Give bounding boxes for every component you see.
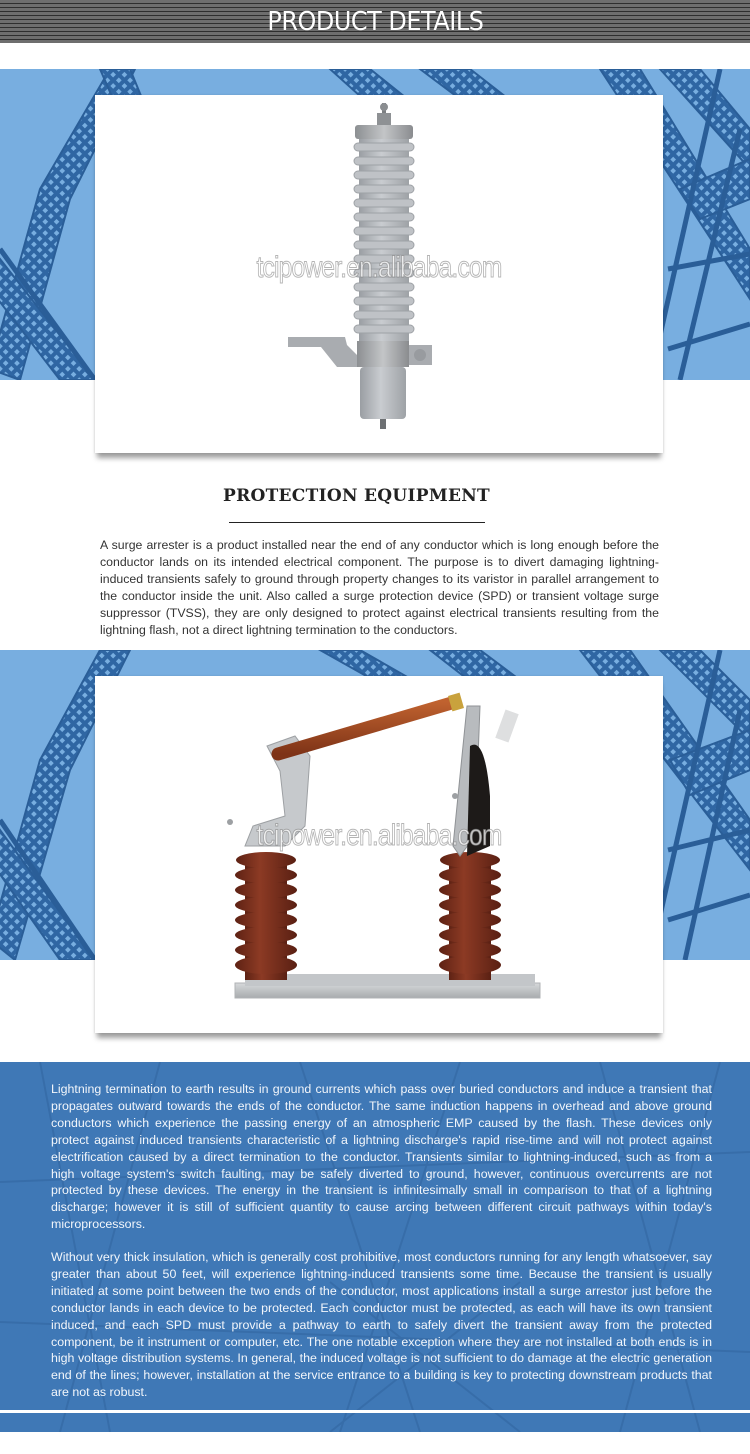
product-image-surge-arrester — [95, 95, 663, 453]
product-image-fuse-cutout — [95, 676, 663, 1033]
info-paragraph-2: Without very thick insulation, which is generally cost prohibitive, most conductors running for any length whatsoever, say greater than about 50 feet, will experience lightning-induced transients some time. Because the transient is usually initiated at some point between the two ends of the conductor, most applications install a surge arrestor just before the conductor lands in each device to be protected. Each conductor must be protected, as each will have its own transient induced, and each SPD must provide a pathway to earth to safely divert the transient away from the protected component, be it instrument or computer, etc. The one notable exception where they are not installed at both ends is in high voltage distribution systems. In general, the induced voltage is not sufficient to do damage at the electric generation end of the lines; however, installation at the service entrance to a building is key to protecting downstream products that are not as robust. — [51, 1250, 712, 1400]
info-paragraph-1: Lightning termination to earth results in ground currents which pass over buried conductors and induce a transient that propagates outward towards the ends of the conductor. The same induction happens in overhead and above ground conductors which experience the passing energy of an atmospheric EMP caused by the flash. These devices only protect against induced transients characteristic of a lightning discharge's rapid rise-time and will not protect against electrification caused by a direct termination to the conductor. Transients similar to lightning-induced, such as from a high voltage system's switch faulting, may be safely diverted to ground, however, continuous overcurrents are not protected by these devices. The energy in the transient is infinitesimally small in comparison to that of a lightning discharge; however it is still of sufficient quantity to cause arcing between different circuit pathways within today's microprocessors. — [51, 1082, 712, 1232]
section-title: PROTECTION EQUIPMENT — [222, 486, 491, 506]
intro-paragraph: A surge arrester is a product installed near the end of any conductor which is long enough before the conductor lands on its intended electrical component. The purpose is to divert damaging lightning-induced transients safely to ground through property changes to its varistor in parallel arrangement to the conductor inside the unit. Also called a surge protection device (SPD) or transient voltage surge suppressor (TVSS), they are only designed to protect against electrical transients resulting from the lightning flash, not a direct lightning termination to the conductors. — [100, 538, 659, 637]
footer-divider — [0, 1410, 750, 1413]
product-details-banner — [0, 0, 750, 43]
banner-title: PRODUCT DETAILS — [266, 6, 484, 37]
section-divider — [229, 522, 485, 523]
info-section — [0, 1062, 750, 1432]
fuse-cutout-illustration — [95, 676, 663, 1033]
watermark-text: tcipower.en.alibaba.com — [256, 819, 502, 852]
watermark-text: tcipower.en.alibaba.com — [256, 251, 502, 284]
